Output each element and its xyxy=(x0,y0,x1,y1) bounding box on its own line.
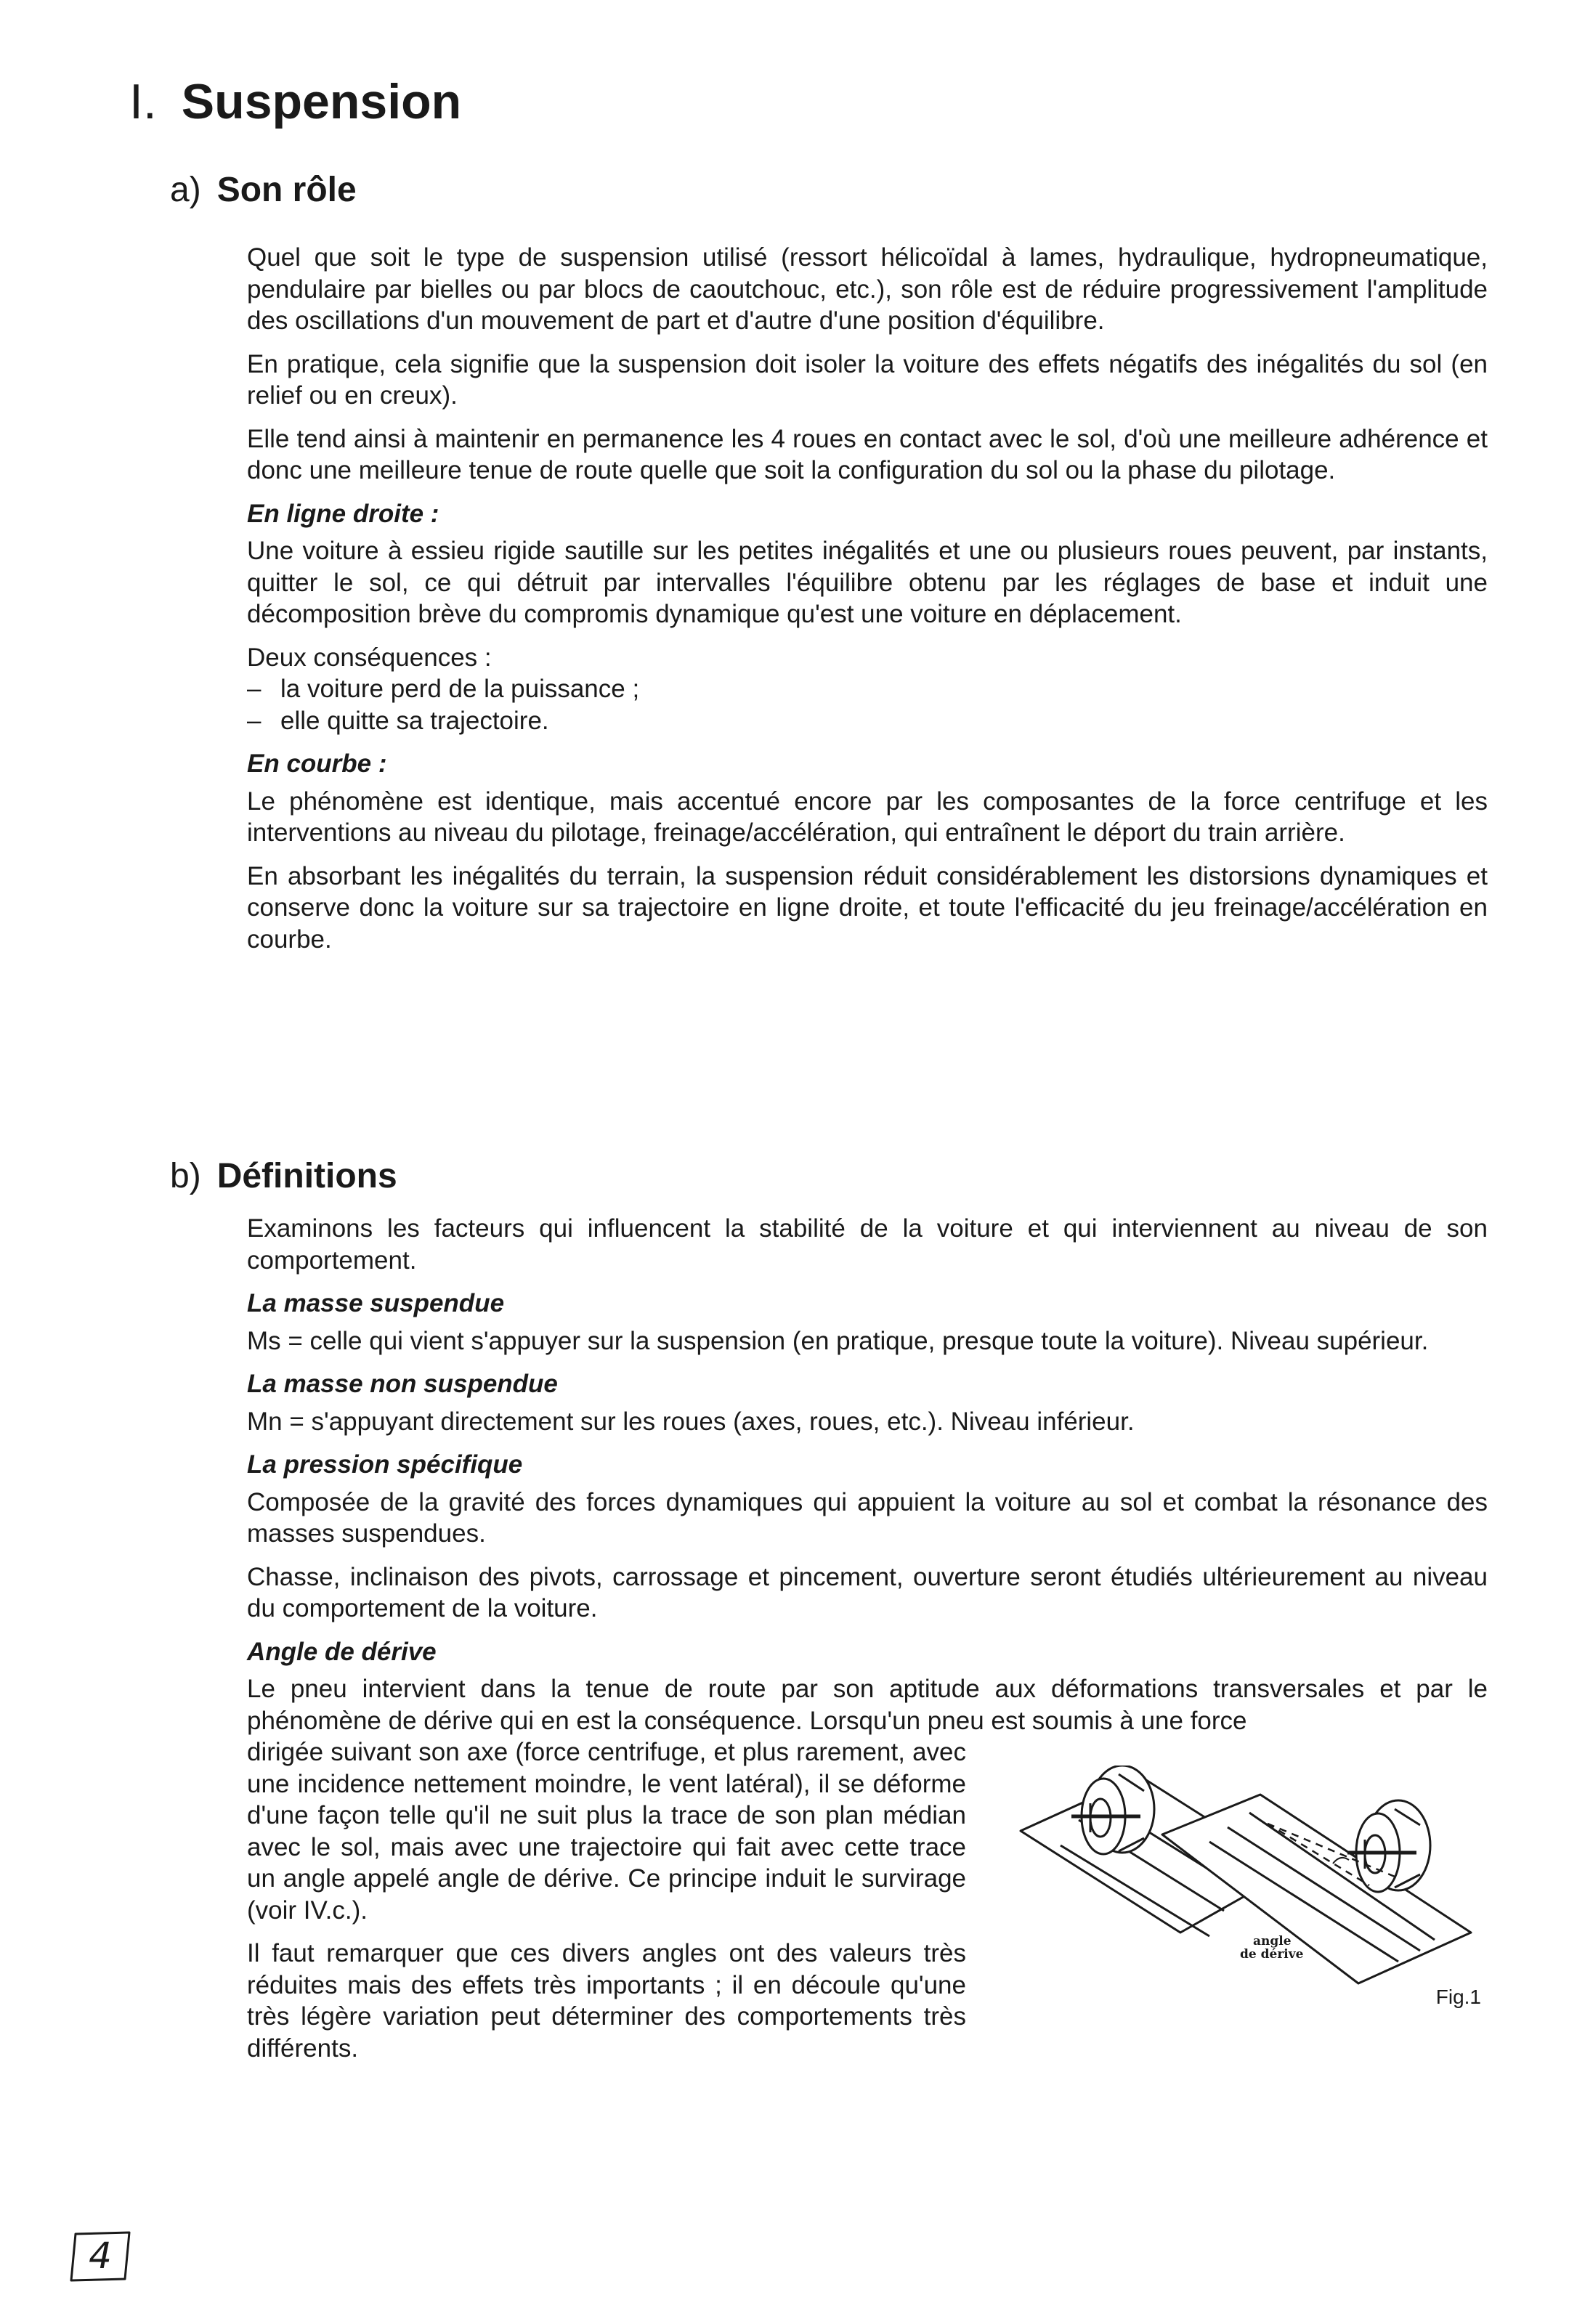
figure-label-line1: angle xyxy=(1253,1934,1292,1949)
section-b-title: Définitions xyxy=(216,1157,397,1195)
page-number-badge xyxy=(67,2228,134,2283)
paragraph: Chasse, inclinaison des pivots, carrossage et pincement, ouverture seront étudiés ultérieurement au niveau du comportement de la voiture. xyxy=(247,1562,1488,1622)
paragraph: dirigée suivant son axe (force centrifuge, et plus rarement, avec une incidence nettement moindre, le vent latéral), il se déforme d'une façon telle qu'il ne suit plus la trace de son plan médian avec le sol, mais avec une trajectoire qui fait avec cette trace un angle appelé angle de dérive. Ce principe induit le survirage (voir IV.c.). xyxy=(247,1738,966,1925)
chapter-heading xyxy=(129,73,461,131)
list-item xyxy=(247,705,1488,737)
paragraph: Composée de la gravité des forces dynamiques qui appuient la voiture au sol et combat la résonance des masses suspendues. xyxy=(247,1487,1488,1548)
wrapped-text xyxy=(247,1736,966,2064)
section-a-letter: a) xyxy=(170,171,201,209)
section-a-heading xyxy=(170,168,357,212)
page-number: 4 xyxy=(89,2235,112,2277)
section-b-body xyxy=(247,1213,1488,2076)
chapter-title: Suspension xyxy=(181,74,462,129)
list-item-text: la voiture perd de la puissance ; xyxy=(280,675,640,703)
paragraph: Le phénomène est identique, mais accentué encore par les composantes de la force centrifuge et les interventions au niveau du pilotage, freinage/accélération, qui entraînent le déport du train arrière. xyxy=(247,787,1488,847)
section-b-letter: b) xyxy=(170,1157,201,1195)
subheading-curve: En courbe : xyxy=(247,749,387,778)
paragraph: Mn = s'appuyant directement sur les roues (axes, roues, etc.). Niveau inférieur. xyxy=(247,1407,1135,1436)
figure-caption: Fig.1 xyxy=(1435,1985,1481,2008)
figure-label-line2: de dérive xyxy=(1240,1947,1304,1962)
paragraph: En absorbant les inégalités du terrain, la suspension réduit considérablement les distorsions dynamiques et conserve donc la voiture sur sa trajectoire en ligne droite, et toute l'efficacité du jeu freinage/accélération en courbe. xyxy=(247,861,1488,954)
subheading-masse-non-suspendue: La masse non suspendue xyxy=(247,1370,558,1398)
section-a-body xyxy=(247,242,1488,967)
subheading-pression: La pression spécifique xyxy=(247,1450,523,1479)
chapter-number: I. xyxy=(129,74,157,129)
subheading-masse-suspendue: La masse suspendue xyxy=(247,1289,505,1317)
section-b-heading xyxy=(170,1155,397,1198)
wrapped-text-with-figure xyxy=(247,1736,1488,2064)
list-item xyxy=(247,673,1488,705)
list-item-text: elle quitte sa trajectoire. xyxy=(280,706,549,735)
subheading-straight: En ligne droite : xyxy=(247,499,439,528)
figure-tire-slip-angle xyxy=(992,1766,1493,2071)
paragraph: Le pneu intervient dans la tenue de route par son aptitude aux déformations transversales et par le phénomène de dérive qui en est la conséquence. Lorsqu'un pneu est soumis à une force xyxy=(247,1675,1488,1735)
section-a-title: Son rôle xyxy=(216,171,357,209)
paragraph: Ms = celle qui vient s'appuyer sur la suspension (en pratique, presque toute la voiture). Niveau supérieur. xyxy=(247,1326,1429,1355)
consequences-list xyxy=(247,673,1488,736)
consequences-intro: Deux conséquences : xyxy=(247,643,492,672)
paragraph: En pratique, cela signifie que la suspension doit isoler la voiture des effets négatifs des inégalités du sol (en relief ou en creux). xyxy=(247,349,1488,410)
paragraph: Elle tend ainsi à maintenir en permanence les 4 roues en contact avec le sol, d'où une meilleure adhérence et donc une meilleure tenue de route quelle que soit la configuration du sol ou la phase du pilotage. xyxy=(247,424,1488,484)
paragraph: Examinons les facteurs qui influencent la stabilité de la voiture et qui interviennent au niveau de son comportement. xyxy=(247,1214,1488,1275)
paragraph: Une voiture à essieu rigide sautille sur les petites inégalités et une ou plusieurs roues peuvent, par instants, quitter le sol, ce qui détruit par intervalles l'équilibre obtenu par les réglages de base et induit une décomposition brève du compromis dynamique qu'est une voiture en déplacement. xyxy=(247,537,1488,628)
dash-bullet: – xyxy=(247,706,262,735)
paragraph: Il faut remarquer que ces divers angles ont des valeurs très réduites mais des effets très importants ; il en découle qu'une très légère variation peut déterminer des comportements très différents. xyxy=(247,1939,966,2063)
subheading-angle: Angle de dérive xyxy=(247,1637,437,1666)
tire-slip-diagram xyxy=(992,1766,1493,2071)
paragraph: Quel que soit le type de suspension utilisé (ressort hélicoïdal à lames, hydraulique, hydropneumatique, pendulaire par bielles ou par blocs de caoutchouc, etc.), son rôle est de réduire progressivement l'amplitude des oscillations d'un mouvement de part et d'autre d'une position d'équilibre. xyxy=(247,243,1488,335)
dash-bullet: – xyxy=(247,675,262,703)
